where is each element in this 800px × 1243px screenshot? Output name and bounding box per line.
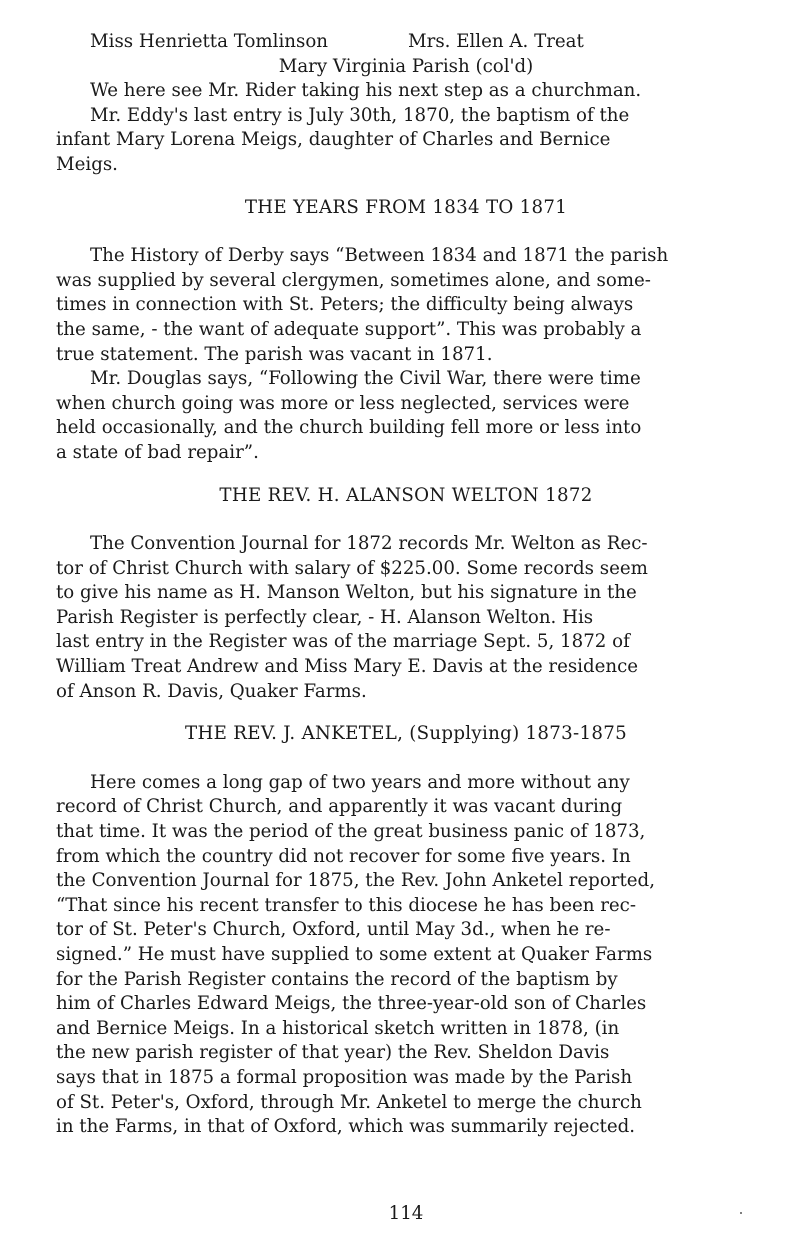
paragraph-line: signed.” He must have supplied to some extent at Quaker Farms bbox=[56, 944, 653, 965]
paragraph-line: the new parish register of that year) the Rev. Sheldon Davis bbox=[56, 1042, 610, 1064]
paragraph-line: a state of bad repair”. bbox=[56, 441, 259, 463]
paragraph-line: Parish Register is perfectly clear, - H. Alanson Welton. His bbox=[56, 606, 594, 628]
names-row bbox=[56, 30, 756, 55]
paragraph-line: William Treat Andrew and Miss Mary E. Davis at the residence bbox=[56, 656, 639, 678]
paragraph-line: record of Christ Church, and apparently it was vacant during bbox=[56, 796, 623, 818]
paragraph-line: was supplied by several clergymen, sometimes alone, and some- bbox=[56, 269, 651, 291]
paragraph-line: the Convention Journal for 1875, the Rev. John Anketel reported, bbox=[56, 870, 655, 892]
paragraph-line: Here comes a long gap of two years and more without any bbox=[90, 771, 630, 793]
name-ellen-treat: Mrs. Ellen A. Treat bbox=[408, 31, 584, 52]
paragraph-line: held occasionally, and the church building fell more or less into bbox=[56, 417, 642, 439]
intro-line: Meigs. bbox=[56, 153, 118, 175]
paragraph-line: tor of Christ Church with salary of $225.00. Some records seem bbox=[56, 557, 648, 579]
paragraph-line: says that in 1875 a formal proposition was made by the Parish bbox=[56, 1066, 633, 1088]
page-number: 114 bbox=[388, 1203, 424, 1224]
paragraph-line: The History of Derby says “Between 1834 and 1871 the parish bbox=[90, 245, 669, 267]
paragraph-line: The Convention Journal for 1872 records Mr. Welton as Rec- bbox=[90, 533, 648, 555]
intro-line: We here see Mr. Rider taking his next step as a churchman. bbox=[90, 80, 642, 102]
paragraph-line: that time. It was the period of the great business panic of 1873, bbox=[56, 821, 646, 843]
paragraph-line: and Bernice Meigs. In a historical sketch written in 1878, (in bbox=[56, 1017, 620, 1039]
paragraph-line: times in connection with St. Peters; the difficulty being always bbox=[56, 294, 634, 316]
scan-speck bbox=[740, 1212, 742, 1214]
paragraph-line: when church going was more or less neglected, services were bbox=[56, 392, 630, 414]
paragraph-line: in the Farms, in that of Oxford, which was summarily rejected. bbox=[56, 1116, 636, 1138]
document-page bbox=[56, 30, 756, 1230]
paragraph-line: “That since his recent transfer to this diocese he has been rec- bbox=[56, 894, 637, 916]
paragraph-line: from which the country did not recover for some five years. In bbox=[56, 845, 631, 867]
intro-line: Mr. Eddy's last entry is July 30th, 1870, the baptism of the bbox=[90, 104, 630, 126]
section-heading-welton: THE REV. H. ALANSON WELTON 1872 bbox=[219, 484, 593, 506]
paragraph-line: him of Charles Edward Meigs, the three-year-old son of Charles bbox=[56, 993, 647, 1015]
paragraph-line: of Anson R. Davis, Quaker Farms. bbox=[56, 680, 367, 702]
paragraph-line: to give his name as H. Manson Welton, but his signature in the bbox=[56, 582, 637, 604]
paragraph-line: of St. Peter's, Oxford, through Mr. Anketel to merge the church bbox=[56, 1091, 642, 1113]
name-henrietta-tomlinson: Miss Henrietta Tomlinson bbox=[90, 31, 328, 52]
paragraph-line: the same, - the want of adequate support”. This was probably a bbox=[56, 318, 642, 340]
paragraph-line: last entry in the Register was of the marriage Sept. 5, 1872 of bbox=[56, 631, 630, 653]
paragraph-line: for the Parish Register contains the record of the baptism by bbox=[56, 968, 618, 990]
name-mary-parish: Mary Virginia Parish (col'd) bbox=[278, 55, 534, 77]
paragraph-line: true statement. The parish was vacant in 1871. bbox=[56, 343, 493, 365]
section-heading-anketel: THE REV. J. ANKETEL, (Supplying) 1873-1875 bbox=[185, 723, 627, 745]
paragraph-line: tor of St. Peter's Church, Oxford, until May 3d., when he re- bbox=[56, 919, 611, 941]
section-heading-years: THE YEARS FROM 1834 TO 1871 bbox=[244, 196, 568, 218]
intro-line: infant Mary Lorena Meigs, daughter of Charles and Bernice bbox=[56, 129, 611, 151]
paragraph-line: Mr. Douglas says, “Following the Civil War, there were time bbox=[90, 368, 641, 390]
